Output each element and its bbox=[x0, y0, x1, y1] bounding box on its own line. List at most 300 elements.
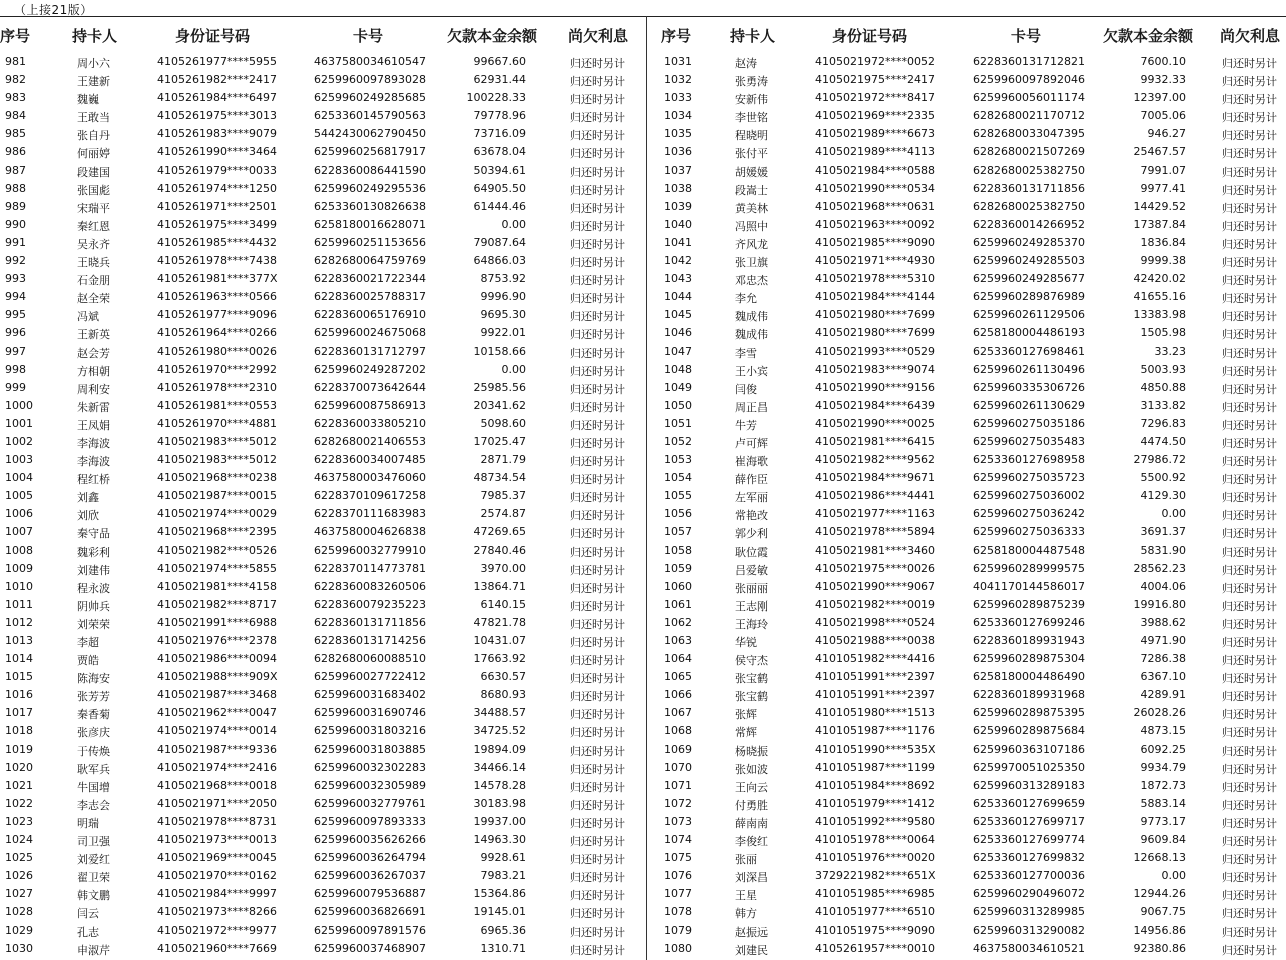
cell-principal: 13864.71 bbox=[473, 579, 526, 593]
table-row bbox=[649, 361, 1286, 379]
cell-name: 郭少利 bbox=[735, 527, 768, 541]
cell-card: 6259960249285677 bbox=[973, 272, 1085, 286]
cell-seq: 986 bbox=[5, 145, 26, 159]
cell-id: 4101051985****6985 bbox=[815, 887, 935, 901]
cell-principal: 2574.87 bbox=[480, 507, 526, 521]
cell-card: 6282680025382750 bbox=[973, 163, 1085, 177]
cell-interest: 归还时另计 bbox=[570, 147, 625, 161]
cell-name: 张辉 bbox=[735, 708, 757, 722]
cell-name: 黄美林 bbox=[735, 201, 768, 215]
right-table-body bbox=[649, 53, 1286, 958]
cell-name: 吴永齐 bbox=[77, 237, 110, 251]
table-row bbox=[649, 89, 1286, 107]
cell-principal: 5831.90 bbox=[1140, 543, 1186, 557]
cell-interest: 归还时另计 bbox=[570, 889, 625, 903]
cell-seq: 1049 bbox=[664, 380, 692, 394]
cell-id: 4105021978****8731 bbox=[157, 814, 277, 828]
cell-card: 6259960251153656 bbox=[314, 235, 426, 249]
cell-name: 周利安 bbox=[77, 382, 110, 396]
table-row bbox=[0, 397, 646, 415]
table-row bbox=[0, 686, 646, 704]
cell-interest: 归还时另计 bbox=[570, 165, 625, 179]
cell-principal: 9773.17 bbox=[1140, 814, 1186, 828]
cell-seq: 1002 bbox=[5, 434, 33, 448]
cell-seq: 990 bbox=[5, 217, 26, 231]
cell-seq: 1057 bbox=[664, 525, 692, 539]
cell-principal: 73716.09 bbox=[473, 127, 526, 141]
cell-principal: 9934.79 bbox=[1140, 760, 1186, 774]
cell-name: 赵全荣 bbox=[77, 292, 110, 306]
cell-interest: 归还时另计 bbox=[1222, 617, 1277, 631]
cell-seq: 984 bbox=[5, 109, 26, 123]
cell-principal: 27840.46 bbox=[473, 543, 526, 557]
table-row bbox=[0, 143, 646, 161]
cell-principal: 100228.33 bbox=[466, 91, 526, 105]
cell-principal: 26028.26 bbox=[1133, 706, 1186, 720]
cell-name: 秦香菊 bbox=[77, 708, 110, 722]
cell-name: 李志会 bbox=[77, 798, 110, 812]
cell-seq: 1022 bbox=[5, 796, 33, 810]
cell-id: 4105021969****2335 bbox=[815, 109, 935, 123]
cell-interest: 归还时另计 bbox=[570, 93, 625, 107]
cell-seq: 1060 bbox=[664, 579, 692, 593]
header-card: 卡号 bbox=[353, 27, 384, 45]
table-row bbox=[649, 234, 1286, 252]
cell-principal: 1505.98 bbox=[1140, 326, 1186, 340]
cell-seq: 1015 bbox=[5, 670, 33, 684]
table-row bbox=[0, 252, 646, 270]
cell-card: 6259960249285503 bbox=[973, 254, 1085, 268]
cell-id: 4105021989****6673 bbox=[815, 127, 935, 141]
cell-interest: 归还时另计 bbox=[1222, 925, 1277, 939]
cell-card: 6253360127699246 bbox=[973, 615, 1085, 629]
cell-seq: 1028 bbox=[5, 905, 33, 919]
cell-interest: 归还时另计 bbox=[1222, 418, 1277, 432]
cell-principal: 34466.14 bbox=[473, 760, 526, 774]
table-row bbox=[0, 704, 646, 722]
cell-interest: 归还时另计 bbox=[1222, 310, 1277, 324]
cell-name: 韩方 bbox=[735, 907, 757, 921]
cell-name: 张国彪 bbox=[77, 183, 110, 197]
cell-principal: 17663.92 bbox=[473, 652, 526, 666]
cell-interest: 归还时另计 bbox=[570, 563, 625, 577]
table-row bbox=[649, 650, 1286, 668]
cell-card: 6259960056011174 bbox=[973, 91, 1085, 105]
table-row bbox=[0, 216, 646, 234]
cell-seq: 1072 bbox=[664, 796, 692, 810]
cell-interest: 归还时另计 bbox=[570, 111, 625, 125]
cell-seq: 1068 bbox=[664, 724, 692, 738]
cell-id: 4105021978****5894 bbox=[815, 525, 935, 539]
table-row bbox=[649, 523, 1286, 541]
cell-card: 6259960032779910 bbox=[314, 543, 426, 557]
cell-name: 周正昌 bbox=[735, 400, 768, 414]
cell-id: 4105021983****5012 bbox=[157, 434, 277, 448]
cell-seq: 1008 bbox=[5, 543, 33, 557]
cell-id: 4105021968****2395 bbox=[157, 525, 277, 539]
cell-principal: 4474.50 bbox=[1140, 434, 1186, 448]
cell-seq: 1014 bbox=[5, 652, 33, 666]
cell-name: 李雪 bbox=[735, 346, 757, 360]
cell-seq: 983 bbox=[5, 91, 26, 105]
cell-id: 4101051979****1412 bbox=[815, 796, 935, 810]
cell-interest: 归还时另计 bbox=[570, 256, 625, 270]
cell-principal: 7286.38 bbox=[1140, 652, 1186, 666]
cell-principal: 9922.01 bbox=[480, 326, 526, 340]
cell-id: 4105021974****5855 bbox=[157, 561, 277, 575]
cell-interest: 归还时另计 bbox=[570, 581, 625, 595]
table-row bbox=[0, 234, 646, 252]
cell-principal: 13383.98 bbox=[1133, 308, 1186, 322]
table-row bbox=[0, 162, 646, 180]
cell-interest: 归还时另计 bbox=[570, 219, 625, 233]
cell-id: 4105021981****6415 bbox=[815, 434, 935, 448]
table-row bbox=[649, 162, 1286, 180]
cell-interest: 归还时另计 bbox=[1222, 545, 1277, 559]
cell-interest: 归还时另计 bbox=[1222, 400, 1277, 414]
cell-name: 程红桥 bbox=[77, 473, 110, 487]
cell-card: 4637580034610547 bbox=[314, 55, 426, 68]
cell-seq: 1061 bbox=[664, 597, 692, 611]
cell-principal: 79087.64 bbox=[473, 235, 526, 249]
cell-name: 刘欣 bbox=[77, 509, 99, 523]
cell-interest: 归还时另计 bbox=[1222, 708, 1277, 722]
cell-seq: 1058 bbox=[664, 543, 692, 557]
cell-id: 4101051987****1199 bbox=[815, 760, 935, 774]
cell-card: 6259960275035723 bbox=[973, 471, 1085, 485]
table-row bbox=[649, 596, 1286, 614]
cell-id: 4105021960****7669 bbox=[157, 941, 277, 955]
cell-card: 6282680021170712 bbox=[973, 109, 1085, 123]
cell-id: 4105021988****0038 bbox=[815, 634, 935, 647]
table-row bbox=[0, 53, 646, 71]
cell-principal: 14429.52 bbox=[1133, 199, 1186, 213]
cell-seq: 1067 bbox=[664, 706, 692, 720]
cell-name: 冯斌 bbox=[77, 310, 99, 324]
cell-interest: 归还时另计 bbox=[1222, 889, 1277, 903]
cell-name: 赵涛 bbox=[735, 57, 757, 70]
cell-interest: 归还时另计 bbox=[1222, 382, 1277, 396]
cell-name: 闫俊 bbox=[735, 382, 757, 396]
cell-seq: 1040 bbox=[664, 217, 692, 231]
cell-id: 4105261957****0010 bbox=[815, 941, 935, 955]
left-table-header bbox=[0, 17, 646, 53]
cell-name: 阴帅兵 bbox=[77, 599, 110, 613]
table-row bbox=[0, 741, 646, 759]
table-row bbox=[0, 288, 646, 306]
cell-interest: 归还时另计 bbox=[570, 672, 625, 686]
cell-name: 张勇涛 bbox=[735, 75, 768, 89]
cell-id: 4105021973****8266 bbox=[157, 905, 277, 919]
cell-seq: 1011 bbox=[5, 597, 33, 611]
table-row bbox=[0, 469, 646, 487]
cell-id: 4101051978****0064 bbox=[815, 833, 935, 847]
cell-seq: 1042 bbox=[664, 254, 692, 268]
cell-card: 6259960289875304 bbox=[973, 652, 1085, 666]
cell-id: 4105021987****9336 bbox=[157, 742, 277, 756]
cell-id: 4105021970****0162 bbox=[157, 869, 277, 883]
cell-id: 4101051982****4416 bbox=[815, 652, 935, 666]
cell-interest: 归还时另计 bbox=[570, 183, 625, 197]
cell-card: 6259960036264794 bbox=[314, 851, 426, 865]
cell-card: 6253360127700036 bbox=[973, 869, 1085, 883]
cell-card: 6282680060088510 bbox=[314, 652, 426, 666]
cell-id: 4101051984****8692 bbox=[815, 778, 935, 792]
cell-seq: 1041 bbox=[664, 235, 692, 249]
cell-id: 4105021972****8417 bbox=[815, 91, 935, 105]
cell-id: 4101051987****1176 bbox=[815, 724, 935, 738]
cell-principal: 14956.86 bbox=[1133, 923, 1186, 937]
cell-name: 秦守品 bbox=[77, 527, 110, 541]
cell-id: 4105021983****9074 bbox=[815, 362, 935, 376]
cell-interest: 归还时另计 bbox=[570, 726, 625, 740]
cell-id: 4105021987****3468 bbox=[157, 688, 277, 702]
cell-card: 6228360131712821 bbox=[973, 55, 1085, 68]
table-row bbox=[649, 922, 1286, 940]
cell-interest: 归还时另计 bbox=[570, 527, 625, 541]
cell-card: 4041170144586017 bbox=[973, 579, 1085, 593]
header-principal: 欠款本金余额 bbox=[447, 27, 538, 45]
cell-id: 4105021972****0052 bbox=[815, 55, 935, 68]
cell-card: 6253360127698958 bbox=[973, 453, 1085, 467]
cell-interest: 归还时另计 bbox=[1222, 274, 1277, 288]
cell-card: 6228370073642644 bbox=[314, 380, 426, 394]
cell-card: 6282680064759769 bbox=[314, 254, 426, 268]
cell-card: 6259960036267037 bbox=[314, 869, 426, 883]
cell-name: 赵振远 bbox=[735, 925, 768, 939]
cell-interest: 归还时另计 bbox=[570, 545, 625, 559]
cell-interest: 归还时另计 bbox=[1222, 93, 1277, 107]
cell-card: 6259960024675068 bbox=[314, 326, 426, 340]
table-row bbox=[0, 596, 646, 614]
cell-name: 于传焕 bbox=[77, 744, 110, 758]
cell-seq: 1056 bbox=[664, 507, 692, 521]
column-divider bbox=[646, 16, 647, 960]
cell-card: 6259960313290082 bbox=[973, 923, 1085, 937]
table-row bbox=[649, 632, 1286, 650]
cell-interest: 归还时另计 bbox=[570, 382, 625, 396]
cell-name: 张芳芳 bbox=[77, 690, 110, 704]
cell-seq: 999 bbox=[5, 380, 26, 394]
table-row bbox=[0, 343, 646, 361]
cell-name: 王晓兵 bbox=[77, 256, 110, 270]
cell-name: 翟卫荣 bbox=[77, 871, 110, 885]
header-name: 持卡人 bbox=[730, 27, 776, 45]
cell-interest: 归还时另计 bbox=[1222, 129, 1277, 143]
cell-card: 6259960261129506 bbox=[973, 308, 1085, 322]
left-table-body bbox=[0, 53, 646, 958]
table-row bbox=[649, 469, 1286, 487]
table-row bbox=[0, 270, 646, 288]
cell-card: 6259960275036333 bbox=[973, 525, 1085, 539]
cell-seq: 1074 bbox=[664, 833, 692, 847]
table-row bbox=[0, 433, 646, 451]
cell-interest: 归还时另计 bbox=[570, 364, 625, 378]
cell-principal: 12944.26 bbox=[1133, 887, 1186, 901]
cell-principal: 3691.37 bbox=[1140, 525, 1186, 539]
cell-name: 石金朋 bbox=[77, 274, 110, 288]
table-row bbox=[649, 849, 1286, 867]
cell-interest: 归还时另计 bbox=[570, 274, 625, 288]
cell-principal: 9609.84 bbox=[1140, 833, 1186, 847]
cell-card: 6253360130826638 bbox=[314, 199, 426, 213]
cell-name: 卢可辉 bbox=[735, 436, 768, 450]
cell-seq: 1073 bbox=[664, 814, 692, 828]
cell-name: 魏成伟 bbox=[735, 328, 768, 342]
cell-interest: 归还时另计 bbox=[570, 780, 625, 794]
cell-principal: 34488.57 bbox=[473, 706, 526, 720]
cell-interest: 归还时另计 bbox=[570, 690, 625, 704]
cell-seq: 1024 bbox=[5, 833, 33, 847]
cell-interest: 归还时另计 bbox=[1222, 455, 1277, 469]
cell-name: 王建新 bbox=[77, 75, 110, 89]
cell-interest: 归还时另计 bbox=[1222, 599, 1277, 613]
cell-seq: 989 bbox=[5, 199, 26, 213]
cell-interest: 归还时另计 bbox=[1222, 672, 1277, 686]
cell-card: 6259960036826691 bbox=[314, 905, 426, 919]
cell-seq: 993 bbox=[5, 272, 26, 286]
cell-interest: 归还时另计 bbox=[570, 853, 625, 867]
cell-seq: 1064 bbox=[664, 652, 692, 666]
cell-seq: 1017 bbox=[5, 706, 33, 720]
cell-principal: 33.23 bbox=[1154, 344, 1186, 358]
table-row bbox=[649, 560, 1286, 578]
cell-interest: 归还时另计 bbox=[1222, 744, 1277, 758]
cell-seq: 1018 bbox=[5, 724, 33, 738]
cell-card: 6228360034007485 bbox=[314, 453, 426, 467]
cell-card: 6259960027722412 bbox=[314, 670, 426, 684]
cell-principal: 7600.10 bbox=[1140, 55, 1186, 68]
table-row bbox=[649, 741, 1286, 759]
cell-card: 6259960275036242 bbox=[973, 507, 1085, 521]
cell-seq: 1053 bbox=[664, 453, 692, 467]
table-row bbox=[649, 216, 1286, 234]
cell-name: 李超 bbox=[77, 636, 99, 649]
cell-name: 申淑芹 bbox=[77, 943, 110, 957]
cell-principal: 64866.03 bbox=[473, 254, 526, 268]
cell-card: 6228360025788317 bbox=[314, 290, 426, 304]
cell-name: 司卫强 bbox=[77, 835, 110, 849]
cell-id: 4105261977****5955 bbox=[157, 55, 277, 68]
cell-name: 王凤娟 bbox=[77, 418, 110, 432]
table-row bbox=[0, 180, 646, 198]
cell-id: 4105021980****7699 bbox=[815, 308, 935, 322]
cell-id: 4105021975****2417 bbox=[815, 73, 935, 87]
cell-id: 4105021990****0534 bbox=[815, 181, 935, 195]
cell-id: 4105021982****0019 bbox=[815, 597, 935, 611]
cell-principal: 0.00 bbox=[501, 362, 526, 376]
cell-card: 6259960249285685 bbox=[314, 91, 426, 105]
cell-card: 6228360131712797 bbox=[314, 344, 426, 358]
cell-name: 刘深昌 bbox=[735, 871, 768, 885]
cell-interest: 归还时另计 bbox=[570, 400, 625, 414]
table-row bbox=[649, 71, 1286, 89]
cell-name: 魏成伟 bbox=[735, 310, 768, 324]
cell-id: 4101051990****535X bbox=[815, 742, 936, 756]
cell-seq: 1071 bbox=[664, 778, 692, 792]
cell-id: 4105261981****377X bbox=[157, 272, 278, 286]
cell-interest: 归还时另计 bbox=[1222, 147, 1277, 161]
table-row bbox=[0, 614, 646, 632]
cell-card: 6228360131714256 bbox=[314, 634, 426, 647]
cell-id: 4105021990****9067 bbox=[815, 579, 935, 593]
cell-interest: 归还时另计 bbox=[1222, 75, 1277, 89]
header-interest: 尚欠利息 bbox=[568, 27, 629, 45]
cell-principal: 20341.62 bbox=[473, 398, 526, 412]
cell-card: 6259960313289183 bbox=[973, 778, 1085, 792]
cell-principal: 7985.37 bbox=[480, 489, 526, 503]
cell-interest: 归还时另计 bbox=[1222, 563, 1277, 577]
table-row bbox=[0, 759, 646, 777]
cell-id: 4105021984****9671 bbox=[815, 471, 935, 485]
cell-principal: 64905.50 bbox=[473, 181, 526, 195]
cell-seq: 987 bbox=[5, 163, 26, 177]
cell-id: 4101051991****2397 bbox=[815, 688, 935, 702]
cell-name: 张彦庆 bbox=[77, 726, 110, 740]
cell-principal: 50394.61 bbox=[473, 163, 526, 177]
table-row bbox=[649, 143, 1286, 161]
cell-principal: 19145.01 bbox=[473, 905, 526, 919]
cell-principal: 19937.00 bbox=[473, 814, 526, 828]
cell-name: 魏彩利 bbox=[77, 545, 110, 559]
cell-id: 4105021973****0013 bbox=[157, 833, 277, 847]
cell-interest: 归还时另计 bbox=[1222, 219, 1277, 233]
cell-id: 4105021974****0014 bbox=[157, 724, 277, 738]
cell-name: 常艳改 bbox=[735, 509, 768, 523]
cell-id: 4105021984****6439 bbox=[815, 398, 935, 412]
cell-principal: 3988.62 bbox=[1140, 615, 1186, 629]
table-row bbox=[649, 777, 1286, 795]
cell-name: 李世铭 bbox=[735, 111, 768, 125]
cell-card: 6228360189931943 bbox=[973, 634, 1085, 647]
cell-interest: 归还时另计 bbox=[1222, 328, 1277, 342]
cell-id: 4105261974****1250 bbox=[157, 181, 277, 195]
cell-seq: 994 bbox=[5, 290, 26, 304]
cell-name: 段嵩士 bbox=[735, 183, 768, 197]
table-row bbox=[649, 270, 1286, 288]
cell-name: 刘荣荣 bbox=[77, 617, 110, 631]
cell-interest: 归还时另计 bbox=[1222, 201, 1277, 215]
cell-id: 4105261971****2501 bbox=[157, 199, 277, 213]
cell-interest: 归还时另计 bbox=[1222, 853, 1277, 867]
cell-principal: 0.00 bbox=[501, 217, 526, 231]
cell-card: 6228360131711856 bbox=[973, 181, 1085, 195]
cell-id: 4105261978****2310 bbox=[157, 380, 277, 394]
cell-card: 6259960289875684 bbox=[973, 724, 1085, 738]
cell-name: 张宝鹤 bbox=[735, 690, 768, 704]
table-row bbox=[0, 542, 646, 560]
table-row bbox=[649, 487, 1286, 505]
cell-card: 6228370114773781 bbox=[314, 561, 426, 575]
cell-card: 5442430062790450 bbox=[314, 127, 426, 141]
cell-principal: 9067.75 bbox=[1140, 905, 1186, 919]
cell-seq: 1023 bbox=[5, 814, 33, 828]
cell-name: 冯照中 bbox=[735, 219, 768, 233]
cell-id: 4105021969****0045 bbox=[157, 851, 277, 865]
cell-interest: 归还时另计 bbox=[570, 617, 625, 631]
cell-name: 李允 bbox=[735, 292, 757, 306]
table-row bbox=[649, 940, 1286, 958]
cell-id: 4105021977****1163 bbox=[815, 507, 935, 521]
cell-name: 李海波 bbox=[77, 455, 110, 469]
cell-principal: 5500.92 bbox=[1140, 471, 1186, 485]
cell-id: 4105021971****2050 bbox=[157, 796, 277, 810]
cell-card: 6258180004486490 bbox=[973, 670, 1085, 684]
cell-principal: 41655.16 bbox=[1133, 290, 1186, 304]
cell-seq: 1032 bbox=[664, 73, 692, 87]
cell-id: 4101051975****9090 bbox=[815, 923, 935, 937]
cell-id: 4105021998****0524 bbox=[815, 615, 935, 629]
